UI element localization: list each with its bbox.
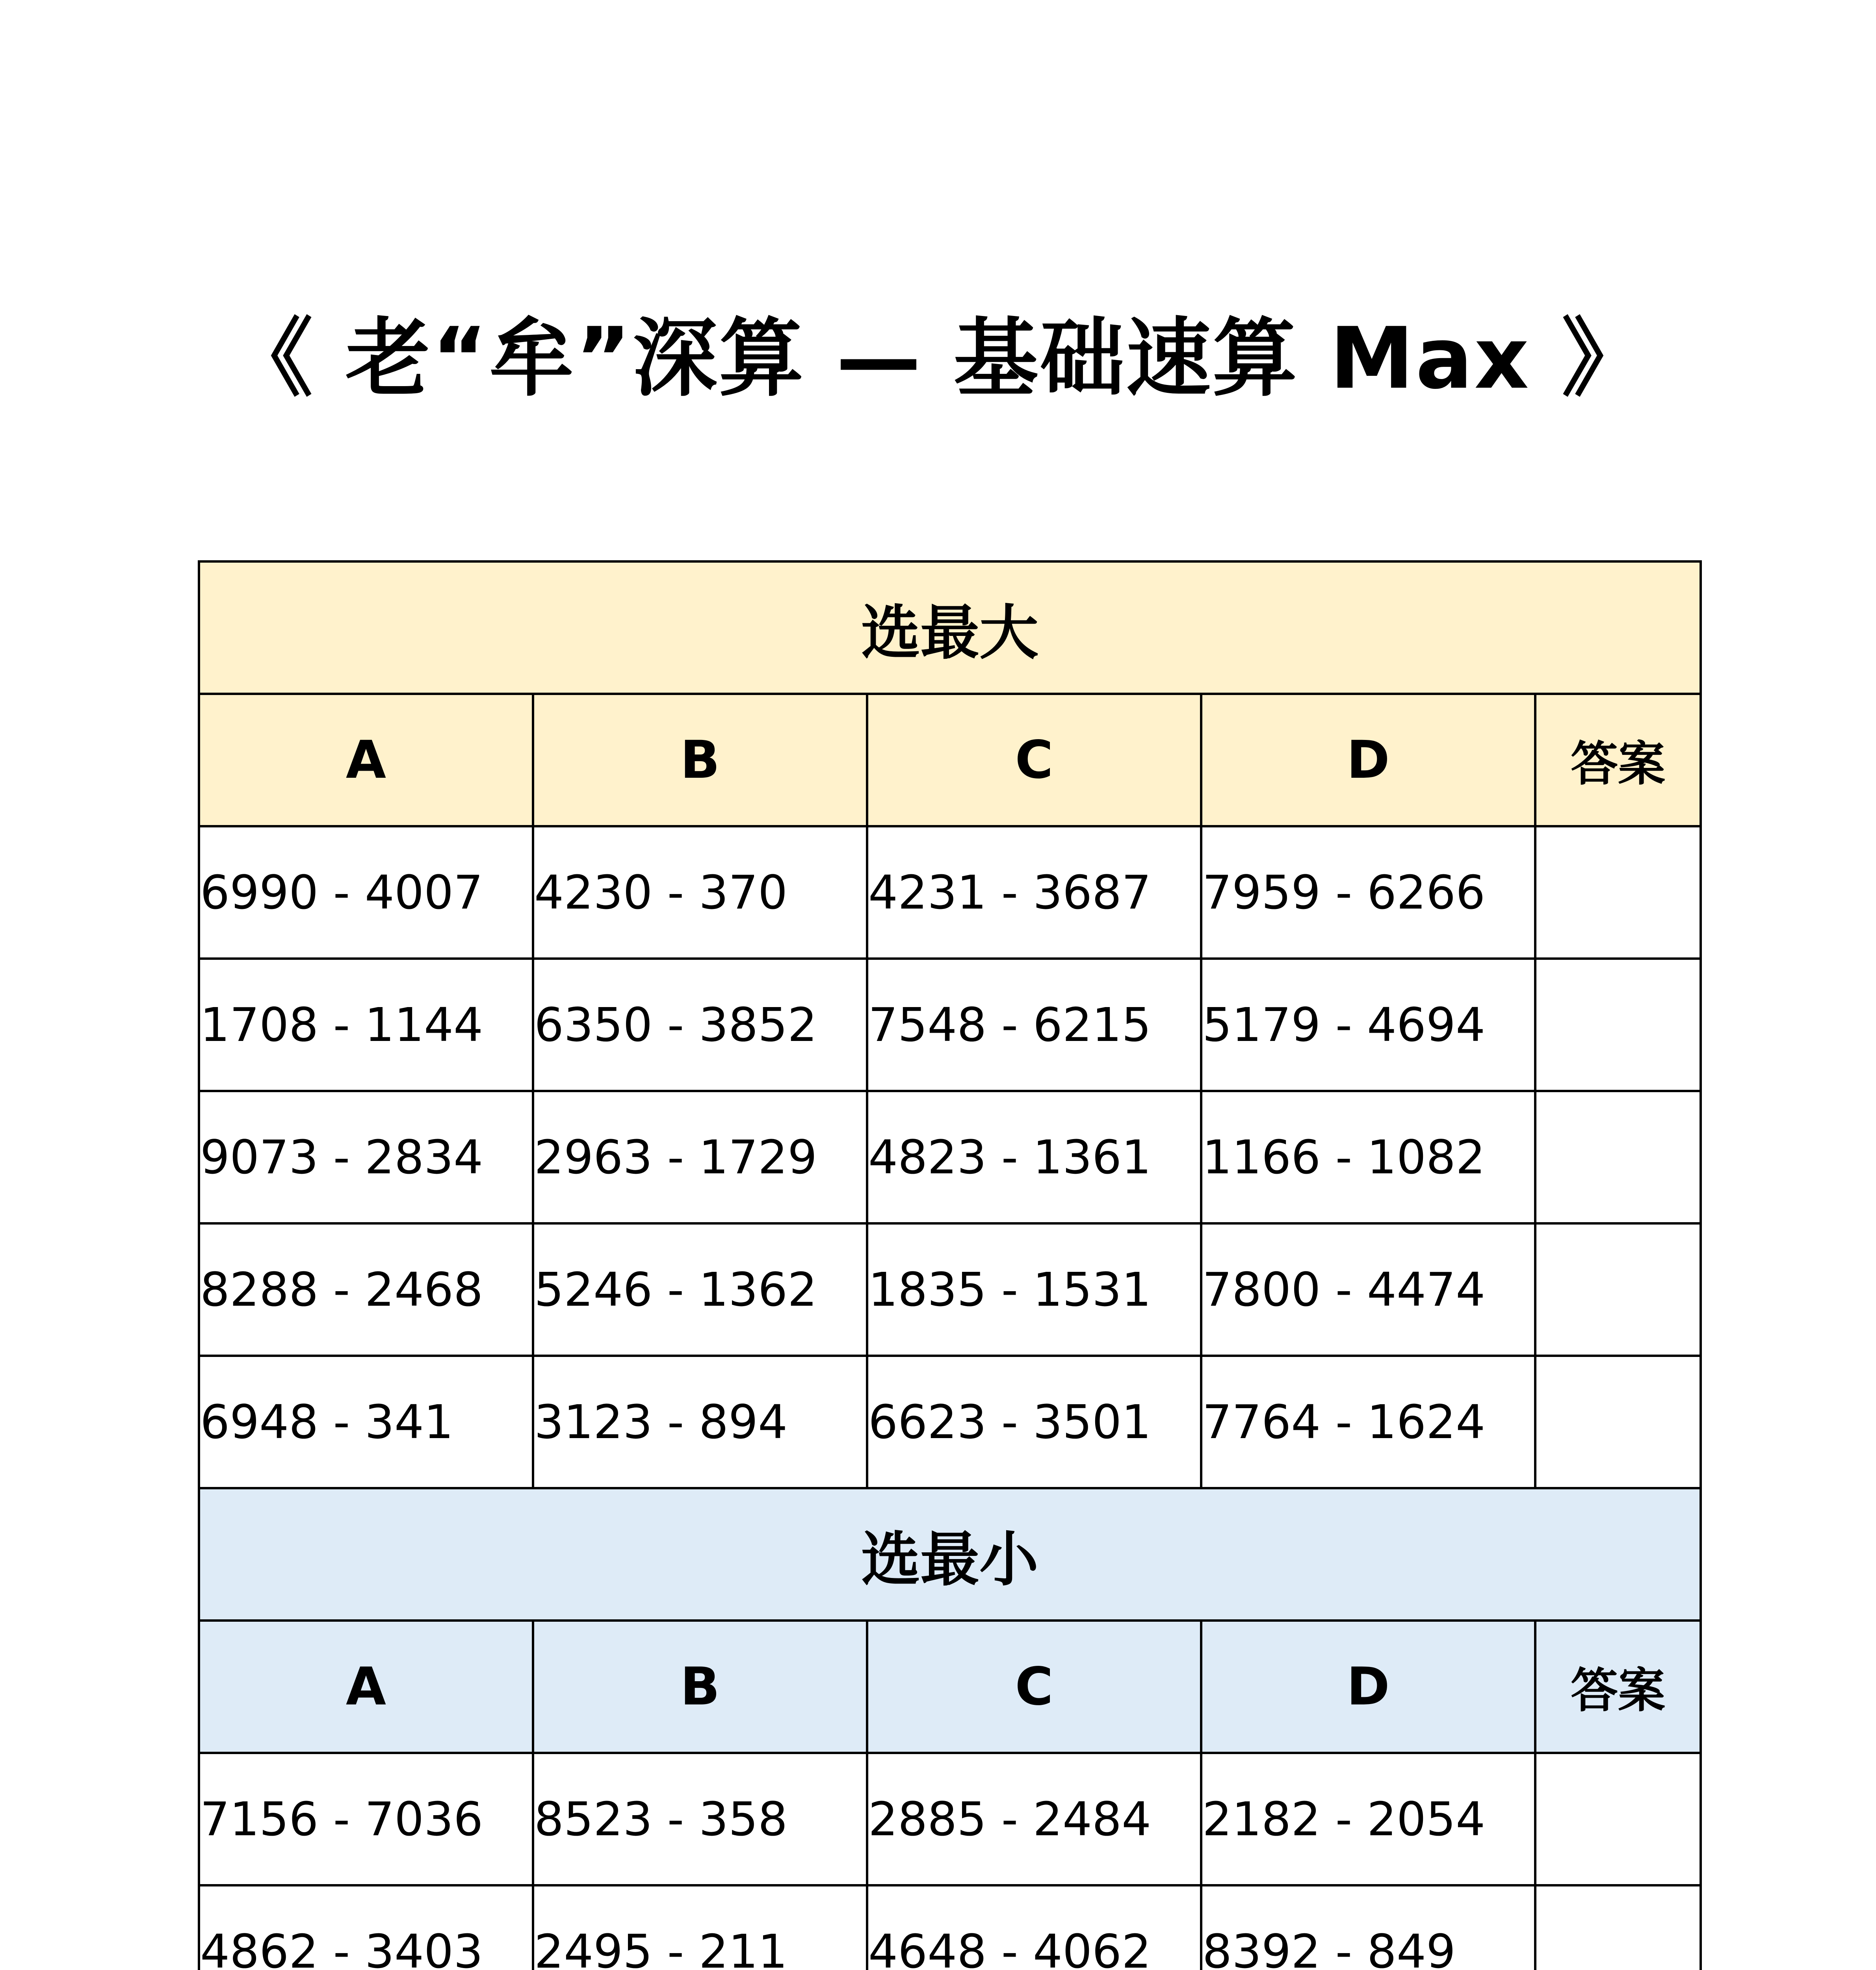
table-row — [199, 1885, 1701, 1970]
answer-cell[interactable] — [1535, 1223, 1701, 1356]
expression-cell: 2963 - 1729 — [533, 1091, 867, 1223]
expression-cell: 7959 - 6266 — [1201, 826, 1535, 959]
expression-cell: 2495 - 211 — [533, 1885, 867, 1970]
expression-cell: 7800 - 4474 — [1201, 1223, 1535, 1356]
column-header-b: B — [533, 1621, 867, 1753]
column-header-c: C — [867, 694, 1201, 826]
expression-cell: 4823 - 1361 — [867, 1091, 1201, 1223]
expression-cell: 1835 - 1531 — [867, 1223, 1201, 1356]
expression-cell: 9073 - 2834 — [199, 1091, 533, 1223]
expression-cell: 8288 - 2468 — [199, 1223, 533, 1356]
expression-cell: 2182 - 2054 — [1201, 1753, 1535, 1885]
section-heading: 选最大 — [199, 561, 1701, 694]
answer-cell[interactable] — [1535, 1091, 1701, 1223]
expression-cell: 6990 - 4007 — [199, 826, 533, 959]
quiz-table — [198, 560, 1702, 1970]
column-header-a: A — [199, 694, 533, 826]
table-row — [199, 1356, 1701, 1488]
column-header-c: C — [867, 1621, 1201, 1753]
expression-cell: 5179 - 4694 — [1201, 959, 1535, 1091]
section-min — [199, 1488, 1701, 1970]
answer-cell[interactable] — [1535, 1356, 1701, 1488]
answer-cell[interactable] — [1535, 826, 1701, 959]
table-row — [199, 1753, 1701, 1885]
expression-cell: 7764 - 1624 — [1201, 1356, 1535, 1488]
expression-cell: 1708 - 1144 — [199, 959, 533, 1091]
section-heading: 选最小 — [199, 1488, 1701, 1621]
table-row — [199, 959, 1701, 1091]
expression-cell: 6350 - 3852 — [533, 959, 867, 1091]
expression-cell: 4862 - 3403 — [199, 1885, 533, 1970]
expression-cell: 6948 - 341 — [199, 1356, 533, 1488]
expression-cell: 7548 - 6215 — [867, 959, 1201, 1091]
column-header-answer: 答案 — [1535, 694, 1701, 826]
expression-cell: 8392 - 849 — [1201, 1885, 1535, 1970]
expression-cell: 4231 - 3687 — [867, 826, 1201, 959]
expression-cell: 3123 - 894 — [533, 1356, 867, 1488]
column-header-b: B — [533, 694, 867, 826]
table-row — [199, 1091, 1701, 1223]
page-title: 《 老“牟”深算 — 基础速算 Max 》 — [228, 309, 1648, 408]
table-row — [199, 1223, 1701, 1356]
expression-cell: 5246 - 1362 — [533, 1223, 867, 1356]
expression-cell: 4230 - 370 — [533, 826, 867, 959]
expression-cell: 4648 - 4062 — [867, 1885, 1201, 1970]
expression-cell: 2885 - 2484 — [867, 1753, 1201, 1885]
section-max — [199, 561, 1701, 1488]
expression-cell: 6623 - 3501 — [867, 1356, 1201, 1488]
column-header-a: A — [199, 1621, 533, 1753]
answer-cell[interactable] — [1535, 1885, 1701, 1970]
table-row — [199, 826, 1701, 959]
expression-cell: 8523 - 358 — [533, 1753, 867, 1885]
column-header-answer: 答案 — [1535, 1621, 1701, 1753]
expression-cell: 7156 - 7036 — [199, 1753, 533, 1885]
answer-cell[interactable] — [1535, 959, 1701, 1091]
answer-cell[interactable] — [1535, 1753, 1701, 1885]
column-header-d: D — [1201, 1621, 1535, 1753]
column-header-d: D — [1201, 694, 1535, 826]
expression-cell: 1166 - 1082 — [1201, 1091, 1535, 1223]
